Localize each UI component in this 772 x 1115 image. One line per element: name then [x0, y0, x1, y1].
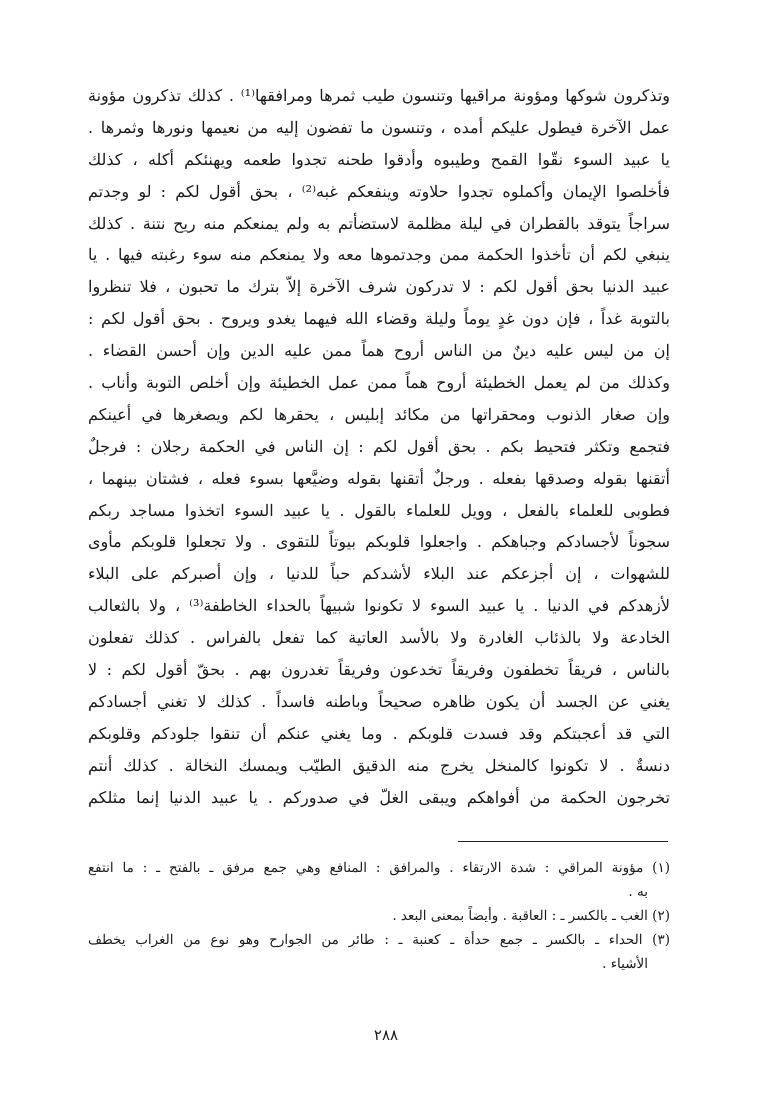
- text-line: فطوبى للعلماء بالفعل ، وويل للعلماء بالقول . يا عبيد السوء اتخذوا مساجد ربكم: [88, 500, 670, 520]
- text-line: يغني عن الجسد أن يكون ظاهره صحيحاً وباطنه فاسداً . كذلك لا تغني أجسادكم: [88, 691, 670, 711]
- text-line: التي قد أعجبتكم وقد فسدت قلوبكم . وما يغني عنكم أن تنقوا جلودكم وقلوبكم: [88, 723, 670, 743]
- footnote-line: به .: [628, 884, 648, 900]
- text-line: عمل الآخرة فيطول عليكم أمده ، وتنسون ما تفضون إليه من نعيمها ونورها وثمرها .: [88, 117, 670, 137]
- text-line: بالتوبة غداً ، فإن دون غدٍ يوماً وليلة وقضاء الله فيهما يغدو ويروح . بحق أقول لكم :: [88, 309, 670, 329]
- text-line: وإن صغار الذنوب ومحقراتها من مكائد إبليس ، يحقرها لكم ويصغرها في أعينكم: [88, 404, 670, 424]
- footnote-line: (٢) الغب ـ بالكسر ـ : العاقبة . وأيضاً بمعنى البعد .: [392, 908, 670, 924]
- text-line: أتقنها بقوله وصدقها بفعله . ورجلٌ أتقنها بقوله وضيَّعها بسوء فعله ، فشتان بينهما ،: [88, 468, 670, 488]
- text-line: دنسةٌ . لا تكونوا كالمنخل يخرج منه الدقيق الطيّب ويمسك النخالة . كذلك أنتم: [88, 755, 670, 775]
- body-text: [88, 80, 670, 813]
- footnote-line: (٣) الحداء ـ بالكسر ـ جمع حدأة ـ كعنبة ـ : طائر من الجوارح وهو نوع من الغراب يخطف: [88, 932, 670, 948]
- text-line: سراجاً يتوقد بالقطران في ليلة مظلمة لاستضأتم به ولم يمنعكم منه ريح نتنة . كذلك: [88, 213, 670, 233]
- footnotes: [88, 856, 670, 976]
- text-line: ينبغي لكم أن تأخذوا الحكمة ممن وجدتموها معه ولا يمنعكم منه سوء رغبته فيها . يا: [88, 245, 670, 265]
- text-line: وكذلك من لم يعمل الخطيئة أروح هماً ممن عمل الخطيئة وإن أخلص التوبة وأناب .: [88, 373, 670, 393]
- text-line: للشهوات ، إن أجزعكم عند البلاء لأشدكم حباً للدنيا ، وإن أصبركم على البلاء: [88, 564, 670, 584]
- text-line: عبيد الدنيا بحق أقول لكم : لا تدركون شرف الآخرة إلاّ بترك ما تحبون ، فلا تنظروا: [88, 277, 670, 297]
- text-line: فأخلصوا الإيمان وأكملوه تجدوا حلاوته وينفعكم غبه⁽²⁾ ، بحق أقول لكم : لو وجدتم: [88, 181, 670, 201]
- text-line: يا عبيد السوء نقّوا القمح وطيبوه وأدقوا طحنه تجدوا طعمه ويهنئكم أكله ، كذلك: [88, 149, 670, 169]
- text-line: سجوناً لأجسادكم وجباهكم . واجعلوا قلوبكم بيوتاً للتقوى . ولا تجعلوا قلوبكم مأوى: [88, 532, 670, 552]
- text-line: وتذكرون شوكها ومؤونة مراقيها وتنسون طيب ثمرها ومرافقها⁽¹⁾ . كذلك تذكرون مؤونة: [88, 86, 670, 105]
- text-line: بالناس ، فريقاً تخطفون وفريقاً تخدعون وفريقاً تغدرون بهم . بحقّ أقول لكم : لا: [88, 660, 670, 680]
- text-line: الخادعة ولا بالذئاب الغادرة ولا بالأسد العاتية كما تفعل بالفراس . كذلك تفعلون: [88, 628, 670, 648]
- text-line: فتجمع وتكثر فتحيط بكم . بحق أقول لكم : إن الناس في الحكمة رجلان : فرجلٌ: [88, 436, 670, 456]
- page-number: ٢٨٨: [373, 1026, 399, 1044]
- footnote-line: الأشياء .: [602, 956, 648, 972]
- text-line: لأزهدكم في الدنيا . يا عبيد السوء لا تكونوا شبيهاً بالحداء الخاطفة⁽³⁾ ، ولا بالثعالب: [88, 596, 670, 616]
- footnote-line: (١) مؤونة المراقي : شدة الارتقاء . والمرافق : المنافع وهي جمع مرفق ـ بالفتح ـ : ما انتفع: [88, 860, 670, 876]
- footnote-divider: [458, 841, 668, 842]
- text-line: تخرجون الحكمة من أفواهكم ويبقى الغلّ في صدوركم . يا عبيد الدنيا إنما مثلكم: [88, 787, 670, 807]
- text-line: إن من ليس عليه دينٌ من الناس أروح هماً ممن عليه الدين وإن أحسن القضاء .: [88, 341, 670, 361]
